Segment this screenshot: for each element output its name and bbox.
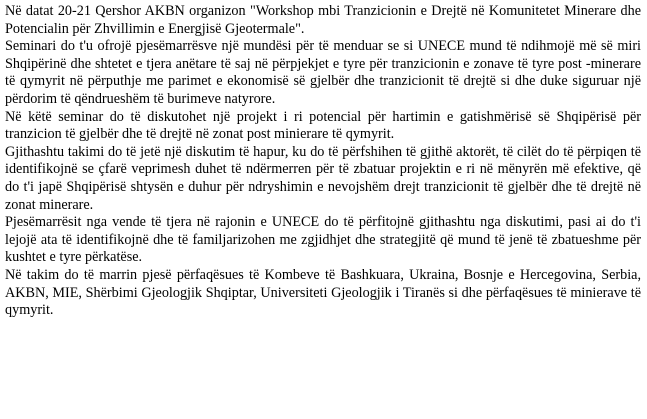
document-body — [5, 3, 641, 320]
paragraph-project-discussion: Në këtë seminar do të diskutohet një projekt i ri potencial për hartimin e gatishmërisë së Shqipërisë për tranzicion të gjelbër dhe të drejtë në zonat post minierare të qymyrit. — [5, 108, 641, 143]
paragraph-seminar-purpose: Seminari do t'u ofrojë pjesëmarrësve një mundësi për të menduar se si UNECE mund të ndihmojë më së miri Shqipërinë dhe shtetet e tjera anëtare të saj në përpjekjet e tyre për tranzicionin e zonave të tyre post -minerare të qymyrit në përputhje me parimet e ekonomisë së gjelbër dhe tranzicionit të drejtë si dhe duke siguruar një përdorim të qëndrueshëm të burimeve natyrore. — [5, 38, 641, 107]
paragraph-attendees: Në takim do të marrin pjesë përfaqësues të Kombeve të Bashkuara, Ukraina, Bosnje e Hercegovina, Serbia, AKBN, MIE, Shërbimi Gjeologjik Shqiptar, Universiteti Gjeologjik i Tiranës si dhe përfaqësues të minierave të qymyrit. — [5, 266, 641, 319]
paragraph-open-discussion: Gjithashtu takimi do të jetë një diskutim të hapur, ku do të përfshihen të gjithë aktorët, të cilët do të përpiqen të identifikojnë se çfarë veprimesh duhet të ndërmerren për të zbatuar projektin e ri në mënyrën më efektive, që do t'i japë Shqipërisë shtysën e duhur për ndryshimin e nevojshëm drejt tranzicionit të gjelbër dhe të drejtë në zonat minerare. — [5, 143, 641, 213]
paragraph-announcement: Në datat 20-21 Qershor AKBN organizon "Workshop mbi Tranzicionin e Drejtë në Komunitetet Minerare dhe Potencialin për Zhvillimin e Energjisë Gjeotermale". — [5, 3, 641, 37]
paragraph-participants-benefit: Pjesëmarrësit nga vende të tjera në rajonin e UNECE do të përfitojnë gjithashtu nga diskutimi, pasi ai do t'i lejojë ata të identifikojnë dhe të familjarizohen me zgjidhjet dhe strategjitë që mund të jenë të zbatueshme për kushtet e tyre përkatëse. — [5, 214, 641, 266]
